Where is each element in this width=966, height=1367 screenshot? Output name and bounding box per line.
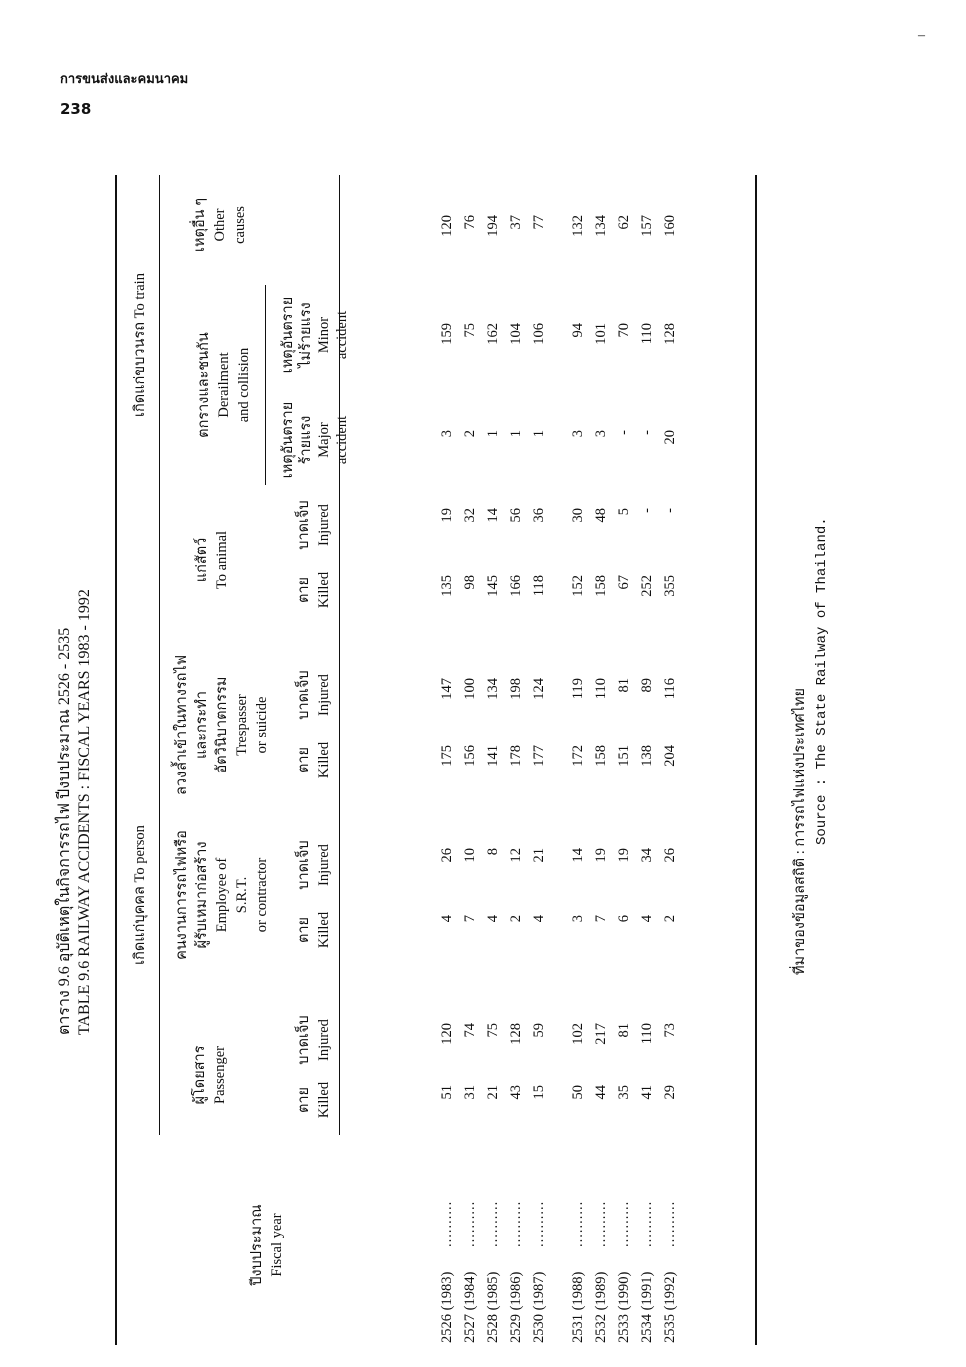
row-value: 77: [531, 215, 547, 230]
trespasser-th1: ลวงล้ำเข้าในทางรถไฟ: [174, 654, 190, 796]
row-value: 7: [462, 915, 478, 923]
row-leader-dots: ..........: [508, 1200, 524, 1247]
row-value: 5: [616, 508, 632, 516]
row-value: 252: [639, 575, 655, 597]
killed-subheader-en: Killed: [316, 1081, 332, 1119]
row-value: 62: [616, 215, 632, 230]
row-value: 31: [462, 1085, 478, 1100]
row-leader-dots: ..........: [593, 1200, 609, 1247]
row-value: 10: [462, 848, 478, 863]
row-value: 4: [439, 915, 455, 923]
row-value: 157: [639, 215, 655, 237]
row-value: 159: [439, 323, 455, 345]
injured-subheader-en: Injured: [316, 844, 332, 886]
row-value: -: [662, 508, 678, 513]
derail-en2: and collision: [236, 347, 252, 423]
killed-subheader-th: ตาย: [296, 916, 312, 944]
row-value: -: [639, 508, 655, 513]
injured-subheader-th: บาดเจ็บ: [296, 500, 312, 550]
row-value: 110: [639, 323, 655, 345]
row-value: 51: [439, 1085, 455, 1100]
row-value: 158: [593, 745, 609, 767]
row-value: 2: [462, 430, 478, 438]
major-th1: เหตุอันตราย: [280, 401, 296, 479]
row-value: 35: [616, 1085, 632, 1100]
animal-en: To animal: [214, 530, 230, 590]
other-en1: Other: [212, 208, 228, 242]
row-value: 194: [485, 215, 501, 237]
trespasser-en1: Trespasser: [234, 694, 250, 756]
row-value: 94: [570, 323, 586, 338]
injured-subheader-th: บาดเจ็บ: [296, 670, 312, 720]
row-value: 14: [570, 848, 586, 863]
trespasser-th3: อัตวินิบาตกรรม: [214, 676, 230, 774]
row-year: 2534 (1991): [639, 1271, 655, 1343]
row-value: 81: [616, 678, 632, 693]
injured-subheader-th: บาดเจ็บ: [296, 840, 312, 890]
injured-subheader-th: บาดเจ็บ: [296, 1015, 312, 1065]
employee-en1: Employee of: [214, 857, 230, 933]
row-year: 2530 (1987): [531, 1271, 547, 1343]
row-leader-dots: ..........: [616, 1200, 632, 1247]
row-value: 50: [570, 1085, 586, 1100]
row-value: 36: [531, 508, 547, 523]
row-value: 134: [593, 215, 609, 237]
row-value: 104: [508, 323, 524, 345]
row-value: 152: [570, 575, 586, 597]
row-value: 4: [531, 915, 547, 923]
row-value: 30: [570, 508, 586, 523]
minor-th1: เหตุอันตราย: [280, 296, 296, 374]
row-value: 20: [662, 430, 678, 445]
row-value: 124: [531, 678, 547, 700]
row-value: 1: [508, 430, 524, 438]
fiscal-year-th: ปีงบประมาณ: [249, 1204, 265, 1286]
row-value: 44: [593, 1085, 609, 1100]
row-value: 75: [462, 323, 478, 338]
killed-subheader-th: ตาย: [296, 576, 312, 604]
row-value: 2: [508, 915, 524, 923]
rotated-table: [45, 145, 845, 1345]
other-th: เหตุอื่น ๆ: [192, 198, 208, 252]
to-person-header: เกิดแก่บุคคล To person: [132, 825, 148, 965]
row-value: 172: [570, 745, 586, 767]
employee-th1: คนงานการรถไฟหรือ: [174, 830, 190, 960]
major-en1: Major: [316, 422, 332, 458]
row-value: 7: [593, 915, 609, 923]
row-value: 89: [639, 678, 655, 693]
injured-subheader-en: Injured: [316, 1019, 332, 1061]
row-value: 158: [593, 575, 609, 597]
row-value: 177: [531, 745, 547, 767]
row-leader-dots: ..........: [531, 1200, 547, 1247]
passenger-en: Passenger: [212, 1046, 228, 1104]
row-value: 106: [531, 323, 547, 345]
row-value: 217: [593, 1023, 609, 1045]
row-value: 116: [662, 678, 678, 700]
employee-en2: S.R.T.: [234, 876, 250, 914]
row-year: 2532 (1989): [593, 1271, 609, 1343]
row-value: 48: [593, 508, 609, 523]
to-train-header: เกิดแก่ขบวนรถ To train: [132, 273, 148, 417]
killed-subheader-th: ตาย: [296, 746, 312, 774]
row-value: 43: [508, 1085, 524, 1100]
row-value: 29: [662, 1085, 678, 1100]
row-value: 81: [616, 1023, 632, 1038]
row-value: 21: [531, 848, 547, 863]
row-year: 2533 (1990): [616, 1271, 632, 1343]
row-value: 120: [439, 1023, 455, 1045]
trespasser-th2: และกระทำ: [194, 690, 210, 760]
injured-subheader-en: Injured: [316, 504, 332, 546]
killed-subheader-en: Killed: [316, 911, 332, 949]
row-leader-dots: ..........: [662, 1200, 678, 1247]
row-value: 110: [593, 678, 609, 700]
row-value: 6: [616, 915, 632, 923]
row-value: 100: [462, 678, 478, 700]
row-value: 37: [508, 215, 524, 230]
row-value: 198: [508, 678, 524, 700]
row-value: 135: [439, 575, 455, 597]
derail-th: ตกรางและชนกัน: [196, 332, 212, 438]
row-value: 120: [439, 215, 455, 237]
row-value: 3: [570, 915, 586, 923]
animal-th: แก่สัตว์: [194, 537, 210, 583]
row-value: 128: [508, 1023, 524, 1045]
derail-en1: Derailment: [216, 352, 232, 418]
row-value: 166: [508, 575, 524, 597]
table-title-th: ตาราง 9.6 อุบัติเหตุในกิจการรถไฟ ปีงบประมาณ 2526 - 2535: [56, 627, 73, 1035]
row-value: 76: [462, 215, 478, 230]
row-value: 355: [662, 575, 678, 597]
row-year: 2527 (1984): [462, 1271, 478, 1343]
row-value: 26: [439, 848, 455, 863]
row-year: 2529 (1986): [508, 1271, 524, 1343]
corner-mark: –: [918, 28, 925, 43]
row-value: 34: [639, 848, 655, 863]
row-value: 3: [593, 430, 609, 438]
row-value: 59: [531, 1023, 547, 1038]
row-value: 67: [616, 575, 632, 590]
row-value: 118: [531, 575, 547, 597]
fiscal-year-en: Fiscal year: [269, 1213, 285, 1277]
row-value: 160: [662, 215, 678, 237]
row-leader-dots: ..........: [439, 1200, 455, 1247]
row-value: 14: [485, 508, 501, 523]
row-value: 119: [570, 678, 586, 700]
row-leader-dots: ..........: [462, 1200, 478, 1247]
row-value: 3: [439, 430, 455, 438]
row-value: 8: [485, 848, 501, 856]
row-value: 1: [531, 430, 547, 438]
table-top-rule: [115, 175, 117, 1345]
row-value: 151: [616, 745, 632, 767]
killed-subheader-en: Killed: [316, 741, 332, 779]
page-header-title: การขนส่งและคมนาคม: [60, 72, 189, 87]
row-value: 3: [570, 430, 586, 438]
row-year: 2526 (1983): [439, 1271, 455, 1343]
row-value: 145: [485, 575, 501, 597]
minor-en1: Minor: [316, 316, 332, 354]
row-value: 147: [439, 678, 455, 700]
row-value: 98: [462, 575, 478, 590]
row-value: 134: [485, 678, 501, 700]
source-th: ที่มาของข้อมูลสถิติ : การรถไฟแห่งประเทศไทย: [792, 687, 808, 975]
row-value: 21: [485, 1085, 501, 1100]
row-leader-dots: ..........: [485, 1200, 501, 1247]
killed-subheader-th: ตาย: [296, 1086, 312, 1114]
row-leader-dots: ..........: [570, 1200, 586, 1247]
row-year: 2528 (1985): [485, 1271, 501, 1343]
row-value: 178: [508, 745, 524, 767]
group-rule: [159, 175, 160, 1135]
employee-en3: or contractor: [254, 857, 270, 933]
table-bottom-rule: [755, 175, 757, 1345]
other-en2: causes: [232, 206, 248, 244]
row-value: 19: [439, 508, 455, 523]
row-value: 204: [662, 745, 678, 767]
row-value: 70: [616, 323, 632, 338]
trespasser-en2: or suicide: [254, 696, 270, 754]
row-value: 128: [662, 323, 678, 345]
minor-en2-label: accident: [334, 310, 350, 360]
row-value: 175: [439, 745, 455, 767]
row-value: -: [616, 430, 632, 435]
row-value: 110: [639, 1023, 655, 1045]
row-leader-dots: ..........: [639, 1200, 655, 1247]
row-value: 1: [485, 430, 501, 438]
row-value: 12: [508, 848, 524, 863]
injured-subheader-en: Injured: [316, 674, 332, 716]
row-value: 132: [570, 215, 586, 237]
source-en: Source : The State Railway of Thailand.: [814, 517, 830, 845]
row-value: -: [639, 430, 655, 435]
row-value: 162: [485, 323, 501, 345]
row-value: 19: [616, 848, 632, 863]
row-value: 19: [593, 848, 609, 863]
killed-subheader-en: Killed: [316, 571, 332, 609]
row-year: 2531 (1988): [570, 1271, 586, 1343]
row-value: 41: [639, 1085, 655, 1100]
passenger-th: ผู้โดยสาร: [192, 1045, 208, 1105]
minor-th2: ไม่ร้ายแรง: [298, 302, 314, 368]
major-th2: ร้ายแรง: [298, 415, 314, 465]
row-value: 101: [593, 323, 609, 345]
row-year: 2535 (1992): [662, 1271, 678, 1343]
row-value: 4: [639, 915, 655, 923]
row-value: 2: [662, 915, 678, 923]
row-value: 32: [462, 508, 478, 523]
page-number: 238: [60, 100, 92, 118]
table-title-en: TABLE 9.6 RAILWAY ACCIDENTS : FISCAL YEARS 1983 - 1992: [76, 589, 93, 1035]
row-value: 75: [485, 1023, 501, 1038]
row-value: 26: [662, 848, 678, 863]
row-value: 138: [639, 745, 655, 767]
row-value: 156: [462, 745, 478, 767]
row-value: 102: [570, 1023, 586, 1045]
row-value: 15: [531, 1085, 547, 1100]
row-value: 4: [485, 915, 501, 923]
row-value: 56: [508, 508, 524, 523]
derail-sub-rule: [265, 285, 266, 485]
row-value: 73: [662, 1023, 678, 1038]
row-value: 74: [462, 1023, 478, 1038]
row-value: 141: [485, 745, 501, 767]
major-en2-label: accident: [334, 415, 350, 465]
employee-th2: ผู้รับเหมาก่อสร้าง: [194, 841, 210, 949]
